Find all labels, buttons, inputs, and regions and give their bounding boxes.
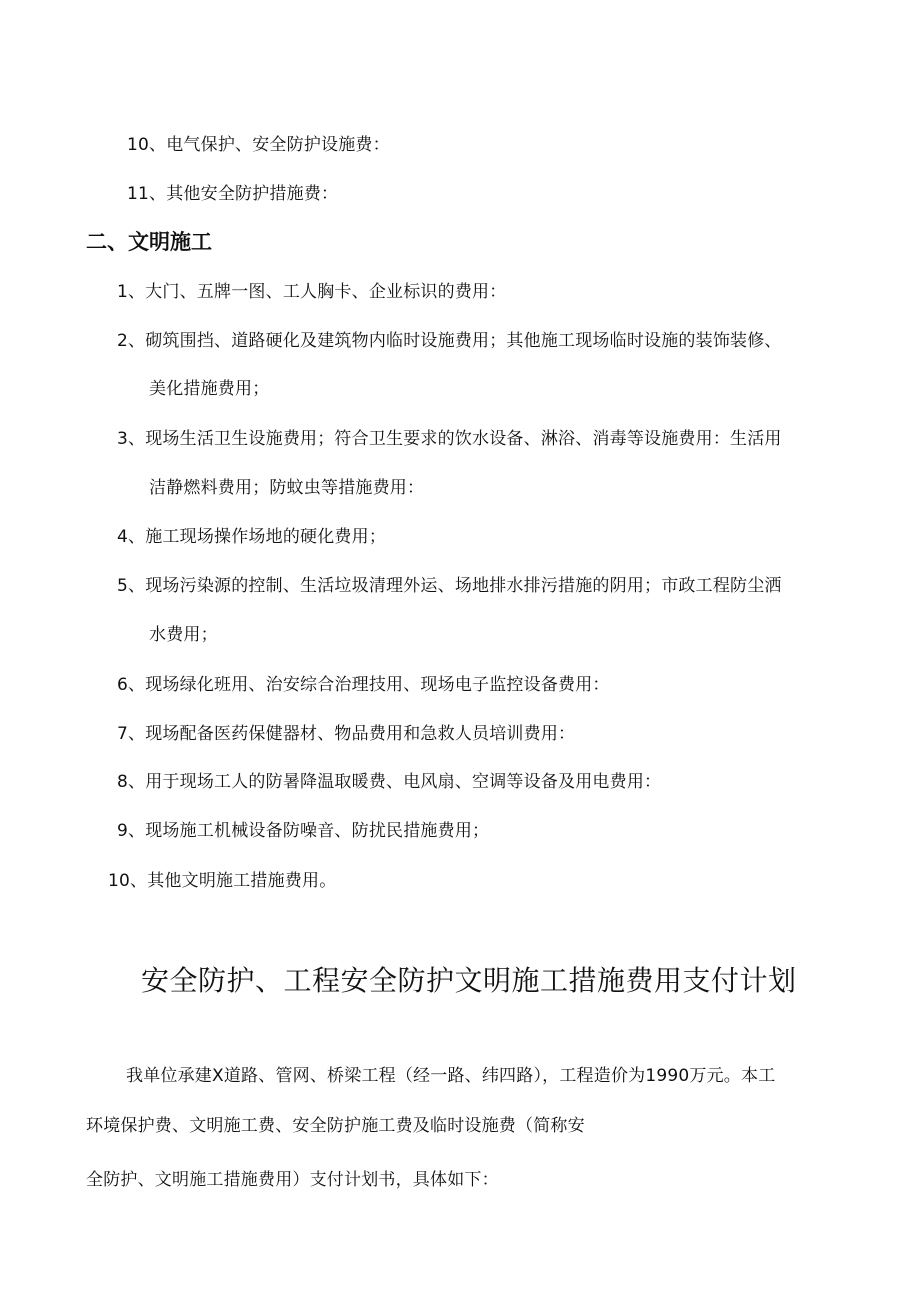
plan-paragraph-line-3: 全防护、文明施工措施费用）支付计划书，具体如下： (86, 1170, 499, 1190)
list-item-1: 1、大门、五牌一图、工人胸卡、企业标识的费用： (117, 282, 507, 302)
item-electrical-protection: 10、电气保护、安全防护设施费： (127, 135, 390, 155)
plan-paragraph-line-2: 环境保护费、文明施工费、安全防护施工费及临时设施费（简称安 (86, 1116, 585, 1136)
section-heading-civilized-construction: 二、文明施工 (86, 230, 212, 254)
list-item-10: 10、其他文明施工措施费用。 (108, 871, 337, 891)
list-item-3-continued: 洁静燃料费用；防蚊虫等措施费用： (149, 478, 425, 498)
payment-plan-title: 安全防护、工程安全防护文明施工措施费用支付计划 (141, 964, 797, 997)
list-item-7: 7、现场配备医药保健器材、物品费用和急救人员培训费用： (117, 724, 576, 744)
list-item-9: 9、现场施工机械设备防噪音、防扰民措施费用； (117, 821, 490, 841)
list-item-5: 5、现场污染源的控制、生活垃圾清理外运、场地排水排污措施的阴用；市政工程防尘洒 (117, 576, 782, 596)
list-item-3: 3、现场生活卫生设施费用；符合卫生要求的饮水设备、淋浴、消毒等设施费用：生活用 (117, 429, 782, 449)
list-item-6: 6、现场绿化班用、治安综合治理技用、现场电子监控设备费用： (117, 675, 610, 695)
list-item-2: 2、砌筑围挡、道路硬化及建筑物内临时设施费用；其他施工现场临时设施的装饰装修、 (117, 331, 782, 351)
list-item-4: 4、施工现场操作场地的硬化费用； (117, 527, 387, 547)
list-item-2-continued: 美化措施费用； (149, 379, 270, 399)
plan-paragraph-line-1: 我单位承建X道路、管网、桥梁工程（经一路、纬四路），工程造价为1990万元。本工 (126, 1066, 776, 1086)
list-item-5-continued: 水费用； (149, 625, 218, 645)
list-item-8: 8、用于现场工人的防暑降温取暖费、电风扇、空调等设备及用电费用： (117, 772, 662, 792)
item-other-safety-measures: 11、其他安全防护措施费： (127, 184, 339, 204)
